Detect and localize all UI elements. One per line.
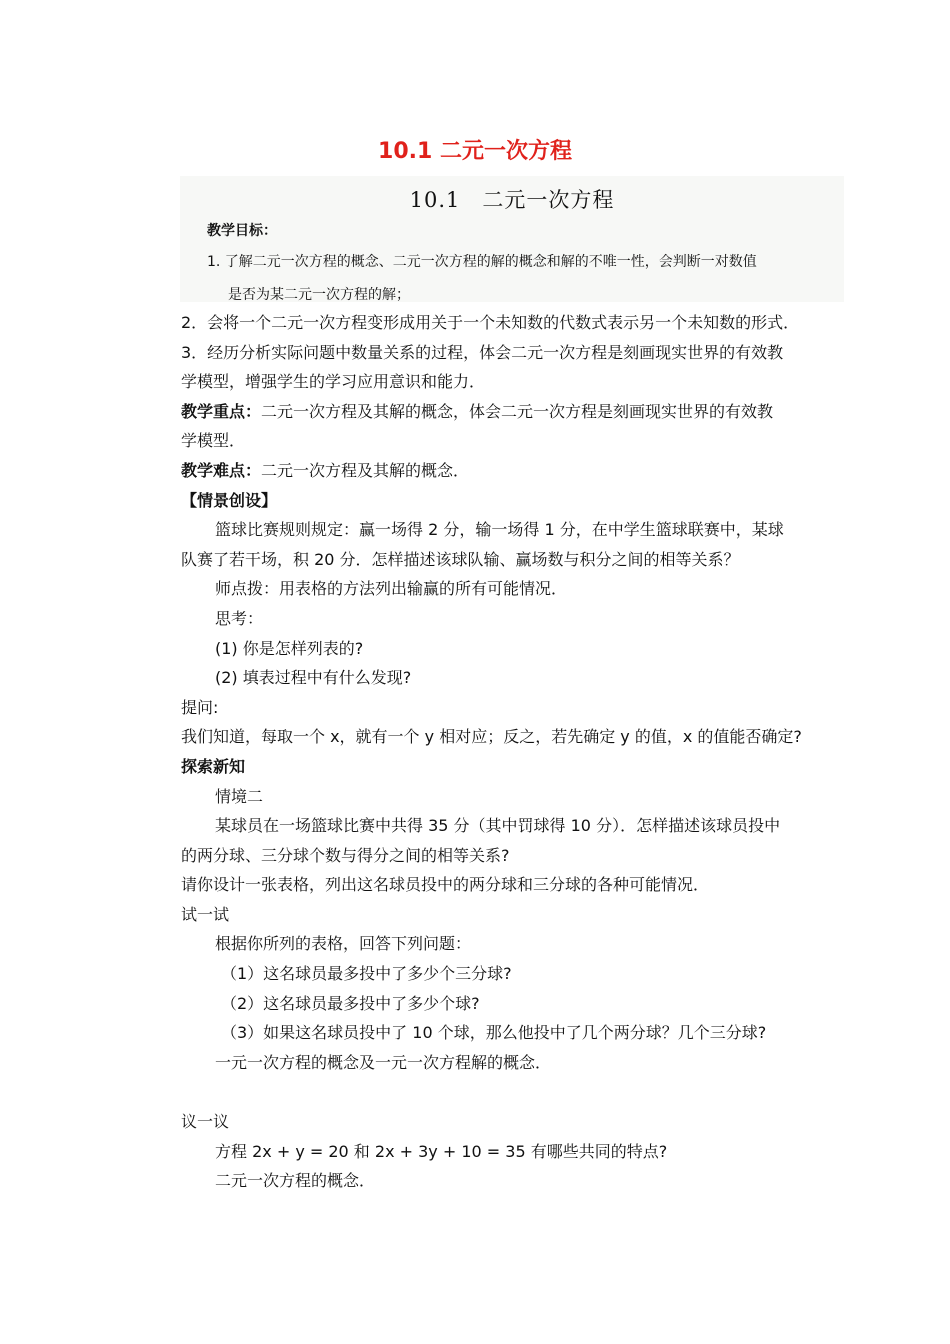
difficulty-label: 教学难点： <box>181 460 262 480</box>
lesson-content <box>181 308 831 1196</box>
goal-3-line-1: 3．经历分析实际问题中数量关系的过程，体会二元一次方程是刻画现实世界的有效教 <box>181 342 784 362</box>
definition-line: 二元一次方程的概念． <box>215 1171 376 1191</box>
page-title: 10.1 二元一次方程 <box>378 139 572 164</box>
difficulty-text: 二元一次方程及其解的概念． <box>261 460 470 480</box>
section-scenario-heading: 【情景创设】 <box>181 490 278 510</box>
think-question-1: (1) 你是怎样列表的? <box>215 638 364 658</box>
design-table-instruction: 请你设计一张表格，列出这名球员投中的两分球和三分球的各种可能情况． <box>181 875 710 895</box>
teacher-hint: 师点拨：用表格的方法列出输赢的所有可能情况． <box>215 579 568 599</box>
scenario-paragraph-line-2: 队赛了若干场，积 20 分．怎样描述该球队输、赢场数与积分之间的相等关系？ <box>181 549 740 569</box>
goal-1-line-1: 1. 了解二元一次方程的概念、二元一次方程的解的概念和解的不唯一性，会判断一对数值 <box>207 254 757 270</box>
scene-two-line-2: 的两分球、三分球个数与得分之间的相等关系? <box>181 845 510 865</box>
scene-two-label: 情境二 <box>215 786 264 806</box>
think-label: 思考： <box>215 608 264 628</box>
ask-label: 提问: <box>181 697 219 717</box>
scenario-paragraph-line-1: 篮球比赛规则规定：赢一场得 2 分，输一场得 1 分，在中学生篮球联赛中，某球 <box>215 520 784 540</box>
try-question-1: （1）这名球员最多投中了多少个三分球? <box>221 964 512 984</box>
discuss-question: 方程 2x + y = 20 和 2x + 3y + 10 = 35 有哪些共同的特点? <box>215 1141 668 1161</box>
key-point-text: 二元一次方程及其解的概念，体会二元一次方程是刻画现实世界的有效教 <box>261 401 774 421</box>
difficulty-line <box>181 456 831 486</box>
discuss-label: 议一议 <box>181 1112 230 1132</box>
goal-1-line-2: 是否为某二元一次方程的解； <box>228 287 410 303</box>
lesson-heading: 10.1 二元一次方程 <box>409 188 615 212</box>
key-point-line-1 <box>181 397 831 427</box>
spacer <box>181 1077 831 1107</box>
concept-line: 一元一次方程的概念及一元一次方程解的概念． <box>215 1052 552 1072</box>
try-intro: 根据你所列的表格，回答下列问题： <box>215 934 472 954</box>
goal-2: 2．会将一个二元一次方程变形成用关于一个未知数的代数式表示另一个未知数的形式． <box>181 313 800 332</box>
try-question-3: （3）如果这名球员投中了 10 个球，那么他投中了几个两分球？几个三分球? <box>221 1023 767 1043</box>
try-question-2: （2）这名球员最多投中了多少个球? <box>221 993 480 1013</box>
goal-label: 教学目标： <box>207 223 277 239</box>
key-point-line-2: 学模型． <box>181 431 246 451</box>
scene-two-line-1: 某球员在一场篮球比赛中共得 35 分（其中罚球得 10 分）．怎样描述该球员投中 <box>215 816 781 836</box>
think-question-2: (2) 填表过程中有什么发现? <box>215 668 412 688</box>
section-explore-heading: 探索新知 <box>181 756 246 776</box>
ask-text: 我们知道，每取一个 x，就有一个 y 相对应；反之，若先确定 y 的值，x 的值能否确定? <box>181 727 802 747</box>
key-point-label: 教学重点： <box>181 401 262 421</box>
scanned-objectives-block <box>180 176 844 302</box>
goal-3-line-2: 学模型，增强学生的学习应用意识和能力． <box>181 372 486 392</box>
try-label: 试一试 <box>181 904 230 924</box>
